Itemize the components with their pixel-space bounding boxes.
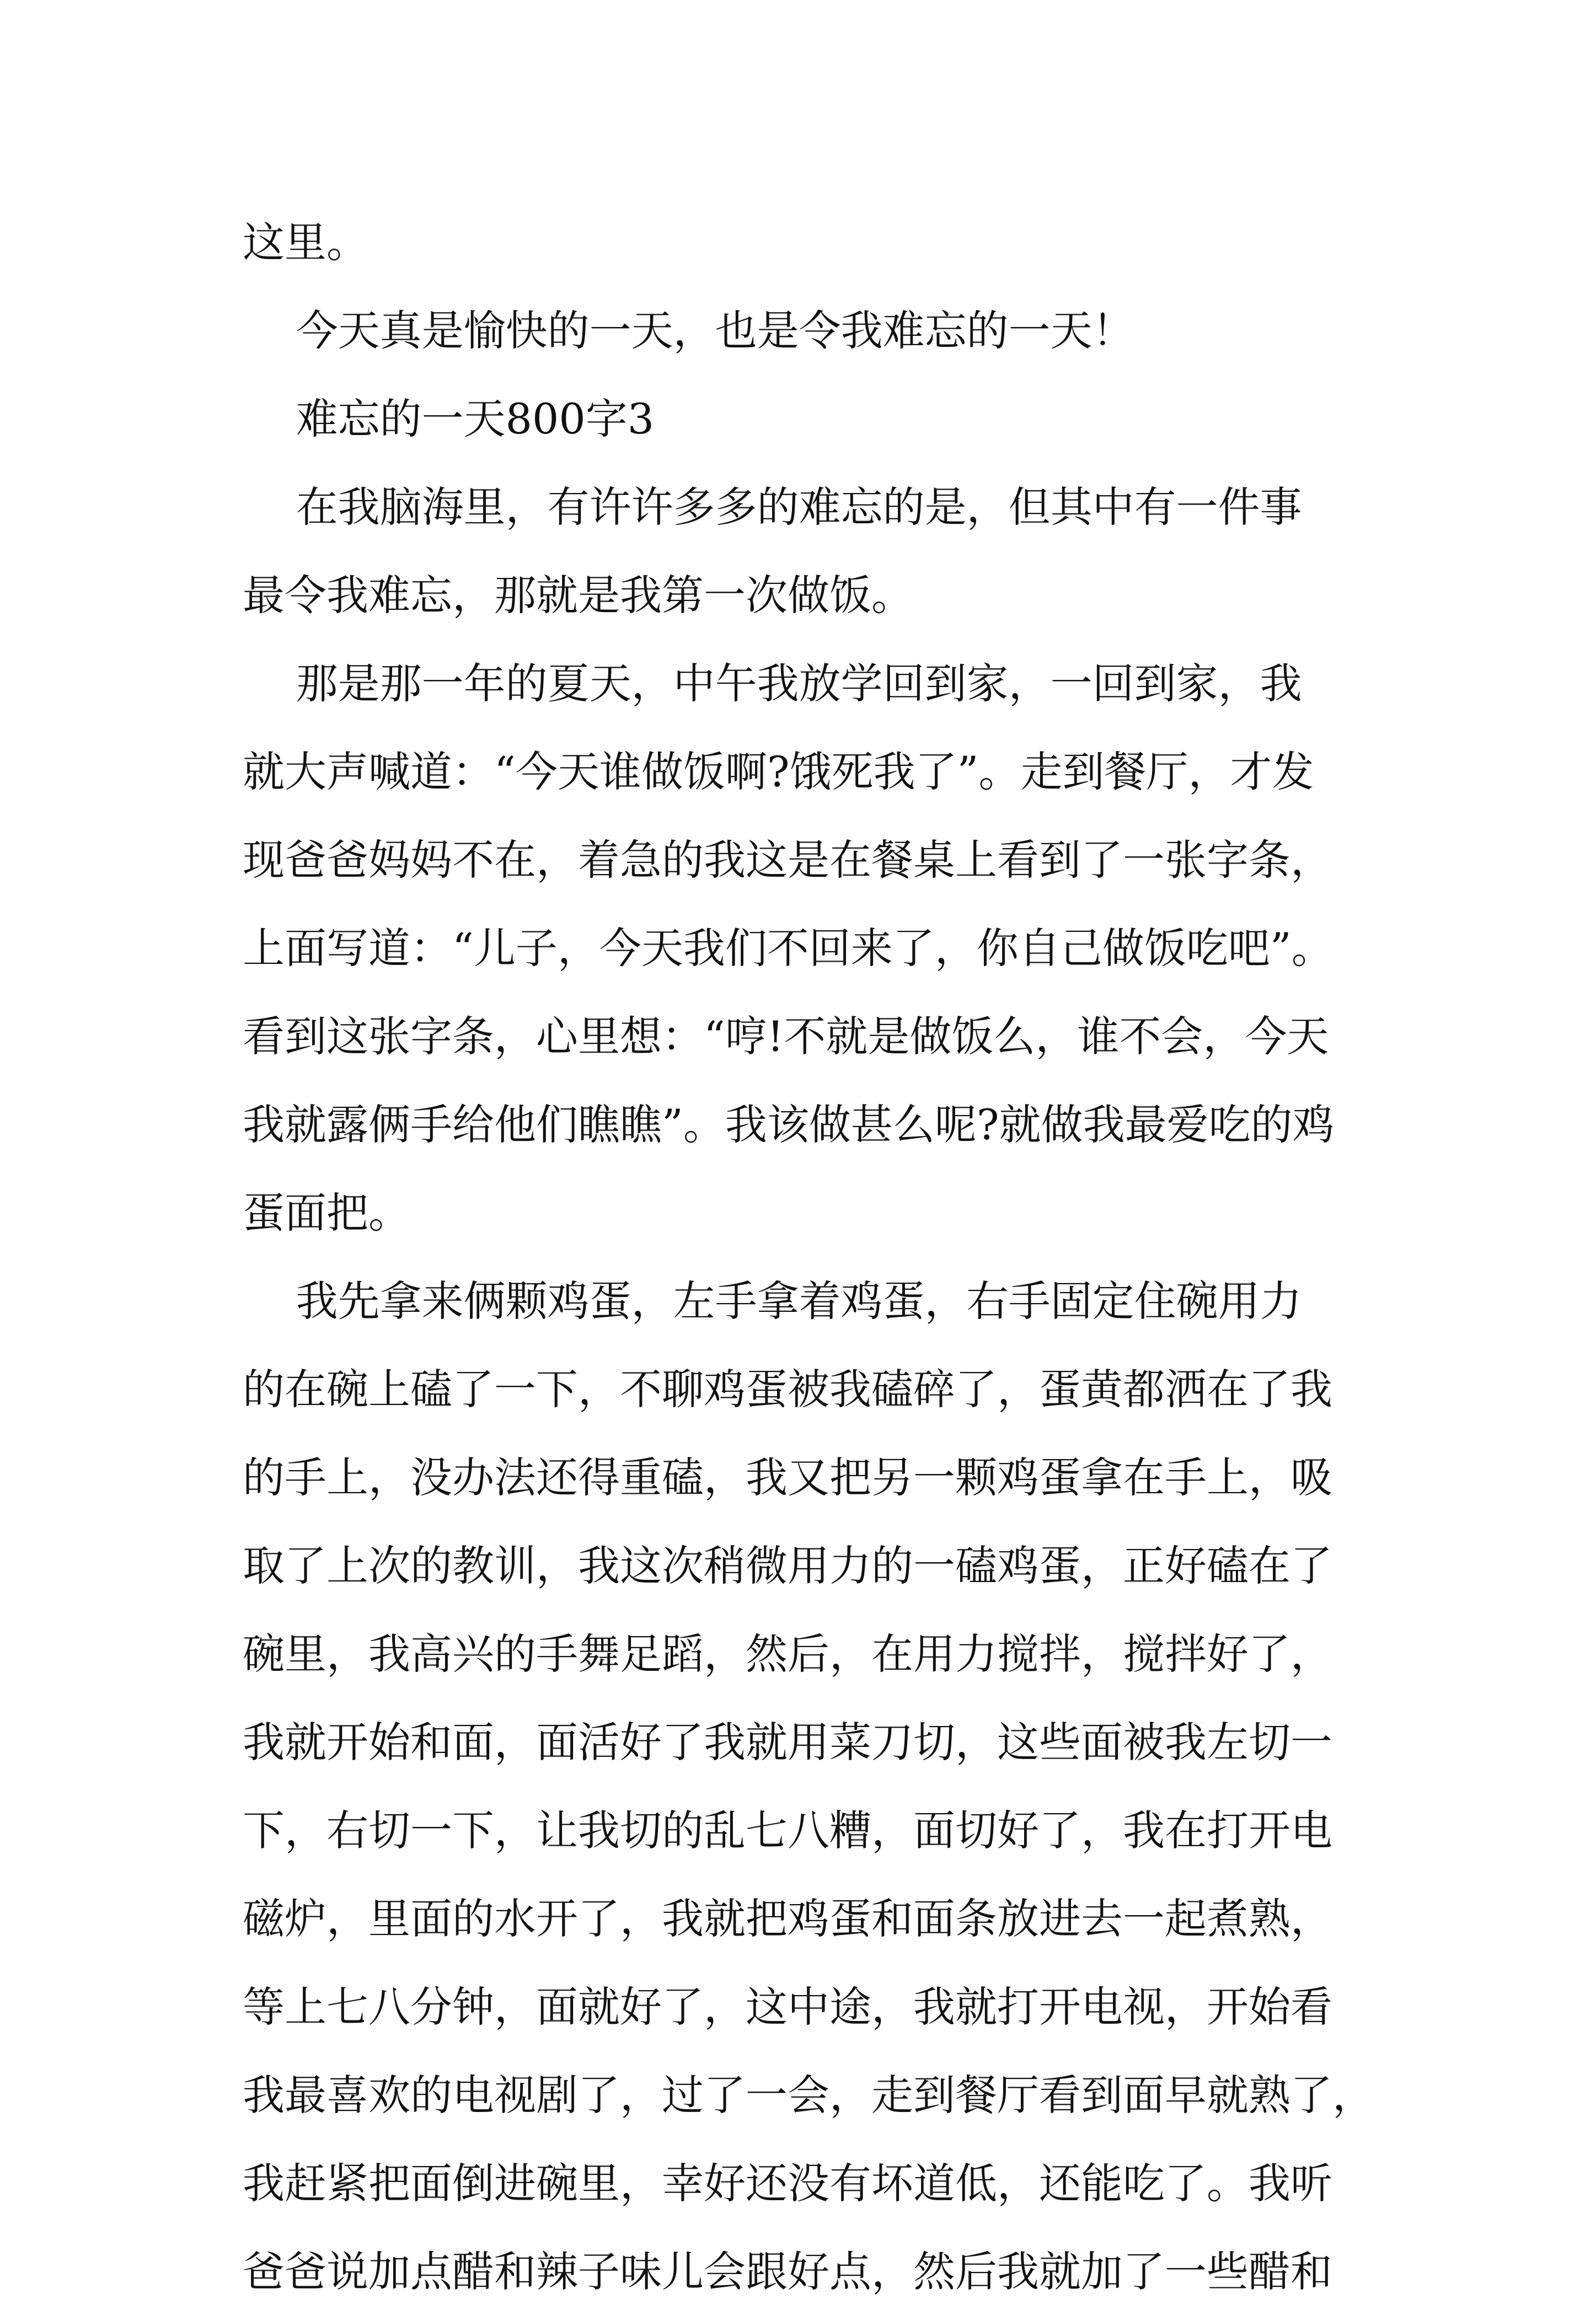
text-line: 最令我难忘，那就是我第一次做饭。 xyxy=(243,571,913,620)
text-line: 今天真是愉快的一天，也是令我难忘的一天！ xyxy=(243,306,1134,355)
text-line: 我赶紧把面倒进碗里，幸好还没有坏道低，还能吃了。我听 xyxy=(243,2159,1332,2208)
text-line: 碗里，我高兴的手舞足蹈，然后，在用力搅拌，搅拌好了， xyxy=(243,1629,1332,1679)
text-line: 我就开始和面，面活好了我就用菜刀切，这些面被我左切一 xyxy=(243,1718,1332,1767)
text-line: 的手上，没办法还得重磕，我又把另一颗鸡蛋拿在手上，吸 xyxy=(243,1453,1332,1502)
text-line: 这里。 xyxy=(243,218,368,267)
text-line: 看到这张字条，心里想：“哼!不就是做饭么，谁不会，今天 xyxy=(243,1012,1329,1061)
text-line: 我先拿来俩颗鸡蛋，左手拿着鸡蛋，右手固定住碗用力 xyxy=(243,1277,1302,1326)
text-line: 我最喜欢的电视剧了，过了一会，走到餐厅看到面早就熟了， xyxy=(243,2071,1374,2120)
section-title: 难忘的一天800字3 xyxy=(243,394,655,443)
text-line: 爸爸说加点醋和辣子味儿会跟好点，然后我就加了一些醋和 xyxy=(243,2247,1332,2296)
text-line: 蛋面把。 xyxy=(243,1188,410,1237)
text-line: 在我脑海里，有许许多多的难忘的是，但其中有一件事 xyxy=(243,482,1302,532)
text-line: 下，右切一下，让我切的乱七八糟，面切好了，我在打开电 xyxy=(243,1806,1332,1855)
text-line: 就大声喊道：“今天谁做饭啊?饿死我了”。走到餐厅，才发 xyxy=(243,747,1314,796)
text-line: 的在碗上磕了一下，不聊鸡蛋被我磕碎了，蛋黄都洒在了我 xyxy=(243,1365,1332,1414)
text-line: 现爸爸妈妈不在，着急的我这是在餐桌上看到了一张字条， xyxy=(243,835,1332,884)
text-line: 等上七八分钟，面就好了，这中途，我就打开电视，开始看 xyxy=(243,1982,1332,2031)
text-line: 我就露俩手给他们瞧瞧”。我该做甚么呢?就做我最爱吃的鸡 xyxy=(243,1100,1335,1149)
text-line: 上面写道：“儿子，今天我们不回来了，你自己做饭吃吧”。 xyxy=(243,924,1333,973)
text-line: 取了上次的教训，我这次稍微用力的一磕鸡蛋，正好磕在了 xyxy=(243,1541,1332,1590)
document-body xyxy=(243,199,1390,2316)
text-line: 那是那一年的夏天，中午我放学回到家，一回到家，我 xyxy=(243,659,1302,708)
text-line: 磁炉，里面的水开了，我就把鸡蛋和面条放进去一起煮熟， xyxy=(243,1894,1332,1943)
